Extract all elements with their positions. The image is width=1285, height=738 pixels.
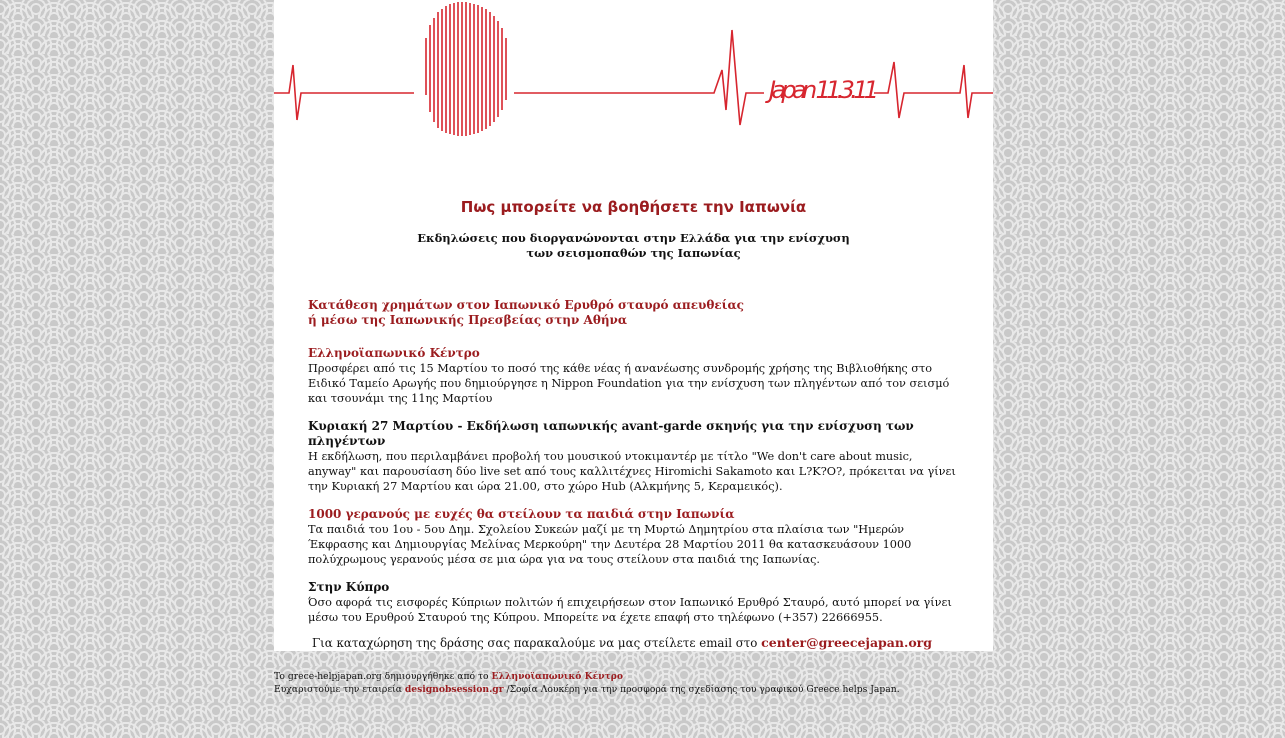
section-title: ή μέσω της Ιαπωνικής Πρεσβείας στην Αθήνα: [308, 313, 628, 327]
section-cyprus: [308, 580, 958, 625]
section-body: Προσφέρει από τις 15 Μαρτίου το ποσό της κάθε νέας ή ανανέωσης συνδρομής χρήσης της Βιβλιοθήκης στο Ειδικό Ταμείο Αρωγής που δημιούργησε η Nippon Foundation για την ενίσχυση των πληγέντων από τον σεισμό και τσουνάμι της 11ης Μαρτίου: [308, 362, 950, 405]
footer-designer-link[interactable]: designobsession.gr: [404, 684, 504, 695]
contact-line: [308, 635, 958, 651]
footer-line-2: [274, 683, 994, 696]
section-title: Στην Κύπρο: [308, 580, 390, 594]
heartbeat-circle-icon: [274, 2, 993, 136]
section-title: Ελληνοϊαπωνικό Κέντρο: [308, 346, 480, 360]
section-body: Η εκδήλωση, που περιλαμβάνει προβολή του μουσικού ντοκιμαντέρ με τίτλο "We don't care about music, anyway" και παρουσίαση δύο live set από τους καλλιτέχνες Hiromichi Sakamoto και L?K?O?, πρόκειται να γίνει την Κυριακή 27 Μαρτίου και ώρα 21.00, στο χώρο Hub (Αλκμήνης 5, Κεραμεικός).: [308, 450, 956, 493]
page-subtitle: [394, 231, 873, 261]
footer-thanks-suffix: /Σοφία Λουκέρη για την προσφορά της σχεδίασης του γραφικού Greece helps Japan.: [506, 684, 900, 695]
footer-thanks-text: Ευχαριστούμε την εταιρεία: [274, 684, 402, 695]
section-avant-garde-event: [308, 419, 958, 494]
page-title: Πως μπορείτε να βοηθήσετε την Ιαπωνία: [460, 198, 807, 216]
page-subtitle-line1: Εκδηλώσεις που διοργανώνονται στην Ελλάδα για την ενίσχυση: [417, 231, 850, 245]
banner-heartbeat-logo: [274, 0, 993, 140]
main-content-panel: [274, 0, 993, 651]
section-title: 1000 γερανούς με ευχές θα στείλουν τα παιδιά στην Ιαπωνία: [308, 507, 735, 521]
section-body: Όσο αφορά τις εισφορές Κύπριων πολιτών ή επιχειρήσεων στον Ιαπωνικό Ερυθρό Σταυρό, αυτό μπορεί να γίνει μέσω του Ερυθρού Σταυρού της Κύπρου. Μπορείτε να έχετε επαφή στο τηλέφωνο (+357) 22666955.: [308, 596, 952, 624]
section-cranes: [308, 507, 958, 567]
contact-email-link[interactable]: center@greecejapan.org: [761, 635, 932, 650]
section-title: Κατάθεση χρημάτων στον Ιαπωνικό Ερυθρό σταυρό απευθείας: [308, 298, 744, 312]
footer: [274, 670, 994, 696]
section-hellenic-japanese-center: [308, 346, 958, 406]
contact-text: Για καταχώρηση της δράσης σας παρακαλούμε να μας στείλετε email στο: [312, 636, 758, 650]
banner-logo-text: Japan 11.3.11: [769, 76, 879, 104]
section-body: Τα παιδιά του 1ου - 5ου Δημ. Σχολείου Συκεών μαζί με τη Μυρτώ Δημητρίου στα πλαίσια των "Ημερών Έκφρασης και Δημιουργίας Μελίνας Μερκούρη" την Δευτέρα 28 Μαρτίου 2011 θα κατασκευάσουν 1000 πολύχρωμους γερανούς μέσα σε μια ώρα για να τους στείλουν στα παιδιά της Ιαπωνίας.: [308, 523, 912, 566]
footer-credit-text: To grece-helpjapan.org δημιουργήθηκε από το: [274, 671, 489, 682]
footer-center-link[interactable]: Ελληνοϊαπωνικό Κέντρο: [491, 671, 623, 682]
section-red-cross: [308, 298, 958, 328]
page-subtitle-line2: των σεισμοπαθών της Ιαπωνίας: [526, 246, 741, 260]
events-list: [308, 298, 958, 651]
section-title: Κυριακή 27 Μαρτίου - Εκδήλωση ιαπωνικής avant-garde σκηνής για την ενίσχυση των πληγέντων: [308, 419, 914, 448]
footer-line-1: [274, 670, 994, 683]
